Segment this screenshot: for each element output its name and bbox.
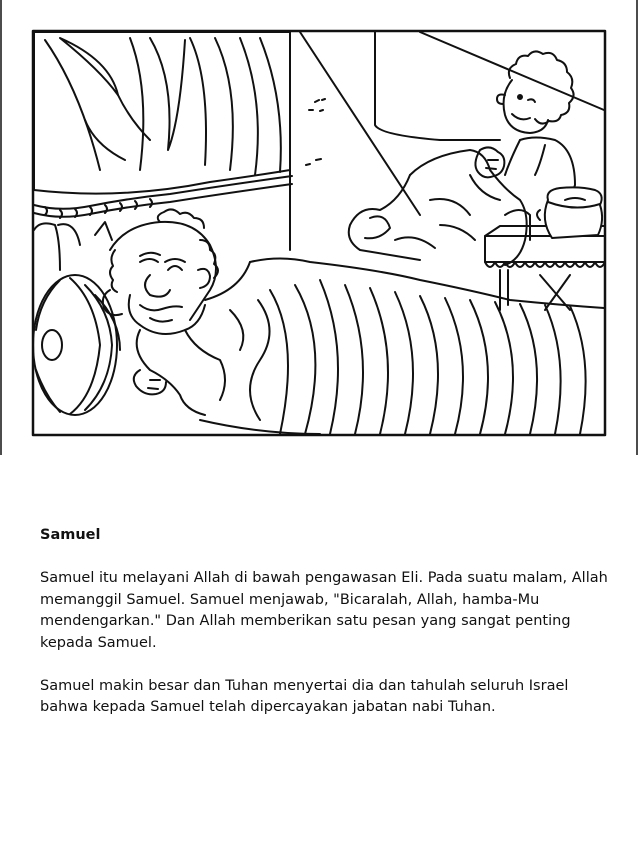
story-paragraph-1: Samuel itu melayani Allah di bawah pengawasan Eli. Pada suatu malam, Allah memanggil Samuel. Samuel menjawab, "Bicaralah, Allah, hamba-Mu mendengarkan." Dan Allah memberikan satu pesan yang sangat penting kepada Samuel. bbox=[40, 570, 608, 651]
bed-frame bbox=[34, 222, 112, 270]
curtain bbox=[34, 32, 290, 194]
eli-blanket bbox=[200, 259, 604, 435]
cushion bbox=[33, 275, 120, 415]
story-paragraph-2: Samuel makin besar dan Tuhan menyertai dia dan tahulah seluruh Israel bahwa kepada Samuel telah dipercayakan jabatan nabi Tuhan. bbox=[40, 677, 569, 715]
boy-blanket bbox=[349, 150, 527, 265]
clay-pot bbox=[537, 187, 602, 238]
man-eli bbox=[103, 209, 225, 415]
story-title: Samuel bbox=[40, 527, 101, 543]
story-text bbox=[40, 525, 610, 740]
boy-samuel bbox=[475, 51, 575, 200]
